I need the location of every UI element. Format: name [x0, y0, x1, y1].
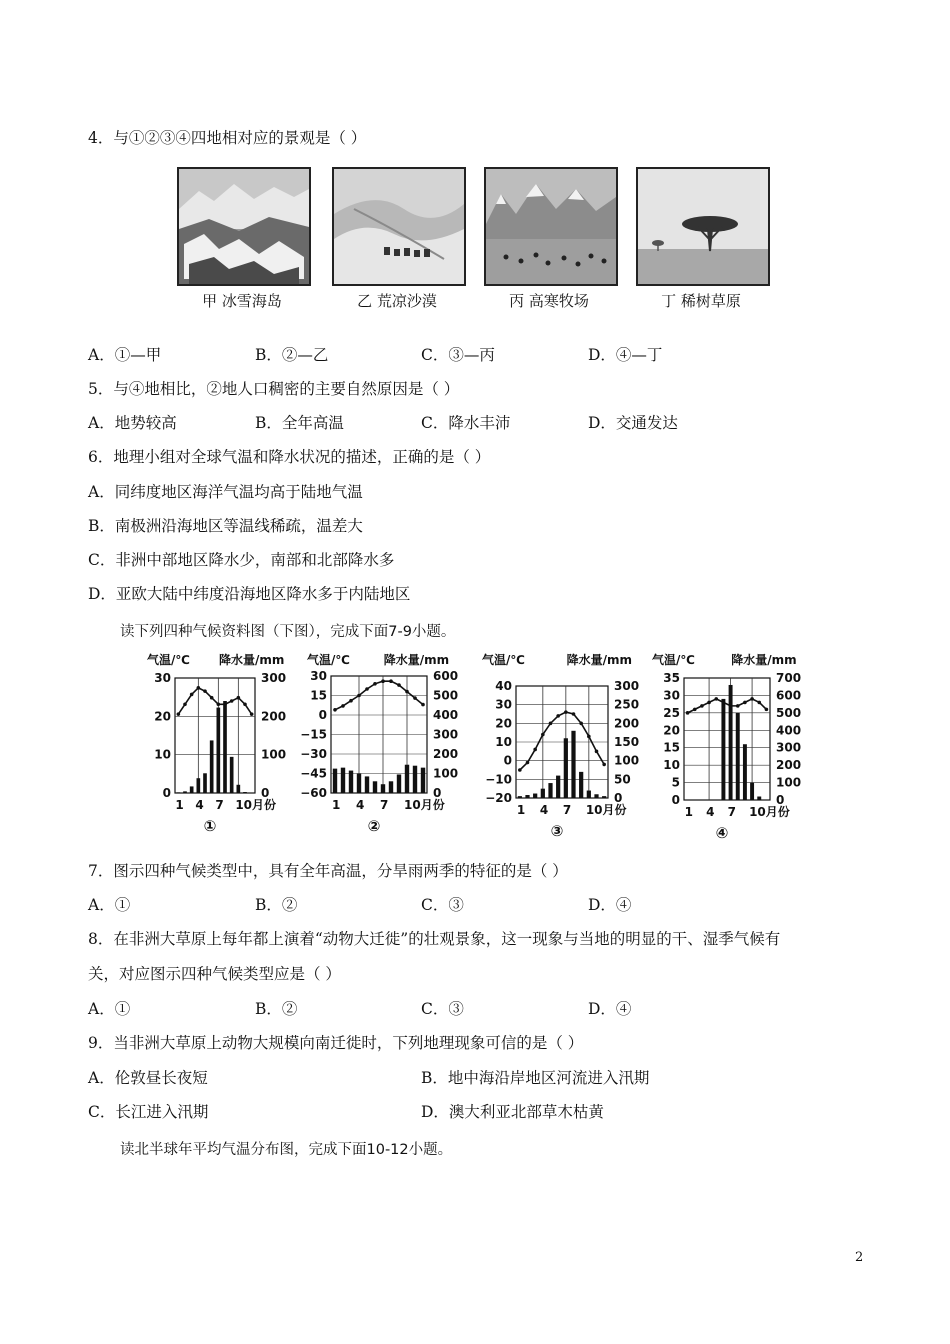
temperature-point: [389, 679, 393, 683]
temperature-point: [223, 702, 227, 706]
month-tick-label: 7: [562, 803, 572, 817]
precip-bar: [237, 785, 241, 793]
temperature-point: [421, 703, 425, 707]
precip-bar: [518, 796, 522, 798]
q9-option-c[interactable]: C．长江进入汛期: [88, 1103, 209, 1121]
month-tick-label: 10月份: [404, 798, 445, 812]
temperature-point: [564, 710, 568, 714]
precip-bar: [389, 781, 393, 793]
temp-tick-label: 20: [495, 716, 512, 731]
q4-option-c[interactable]: C．③—丙: [421, 346, 495, 364]
temp-tick-label: 25: [663, 705, 680, 720]
precip-tick-label: 200: [776, 758, 802, 773]
temp-tick-label: 15: [310, 688, 327, 703]
temperature-point: [587, 735, 591, 739]
temperature-point: [230, 699, 234, 703]
intro-10-12: 读北半球年平均气温分布图，完成下面10-12小题。: [120, 1142, 453, 1158]
temperature-point: [518, 768, 522, 772]
month-tick-label: 1: [516, 803, 526, 817]
chart-title-temp: 气温/℃: [307, 653, 350, 667]
q4-stem: 4．与①②③④四地相对应的景观是（ ）: [88, 129, 367, 147]
temperature-point: [765, 708, 769, 712]
temperature-point: [707, 701, 711, 705]
q8-option-c[interactable]: C．③: [421, 1000, 464, 1018]
month-tick-label: 7: [380, 798, 389, 812]
precip-tick-label: 100: [776, 775, 802, 790]
photo-caption-ding: 丁 稀树草原: [661, 292, 741, 310]
temp-tick-label: 30: [663, 688, 680, 703]
precip-bar: [397, 774, 401, 793]
temp-tick-label: 10: [154, 747, 171, 762]
precip-bar: [743, 744, 747, 800]
temp-tick-label: −15: [300, 727, 327, 742]
temperature-point: [341, 704, 345, 708]
precip-tick-label: 200: [261, 709, 287, 724]
precip-bar: [556, 776, 560, 798]
chart-label: ①: [203, 817, 217, 835]
temperature-point: [686, 711, 690, 715]
photo-caption-yi: 乙 荒凉沙漠: [357, 292, 437, 310]
month-tick-label: 10月份: [585, 803, 627, 817]
precip-tick-label: 100: [433, 766, 459, 781]
q8-option-b[interactable]: B．②: [255, 1000, 298, 1018]
precip-bar: [421, 768, 425, 793]
temperature-point: [750, 697, 754, 701]
q4-option-d[interactable]: D．④—丁: [588, 346, 663, 364]
precip-tick-label: 700: [776, 671, 802, 685]
q8-option-a[interactable]: A．①: [88, 1000, 131, 1018]
month-tick-label: 4: [706, 805, 715, 819]
precip-bar: [757, 797, 761, 800]
temperature-point: [381, 679, 385, 683]
precip-bar: [602, 796, 606, 798]
precip-bar: [579, 772, 583, 798]
page-number: 2: [855, 1250, 864, 1265]
precip-bar: [564, 738, 568, 798]
temp-tick-label: −30: [300, 747, 327, 761]
q8-stem-line1: 8．在非洲大草原上每年都上演着“动物大迁徙”的壮观景象，这一现象与当地的明显的干、湿季气候有: [88, 930, 781, 948]
temp-tick-label: 10: [663, 758, 680, 773]
photo-caption-jia: 甲 冰雪海岛: [202, 292, 282, 310]
month-tick-label: 4: [356, 798, 365, 812]
month-tick-label: 1: [684, 805, 693, 819]
precip-tick-label: 0: [433, 786, 442, 800]
precip-bar: [177, 792, 181, 793]
climate-chart-1: [145, 648, 305, 847]
precip-bar: [587, 791, 591, 798]
precip-bar: [736, 713, 740, 800]
temperature-line: [520, 712, 604, 770]
temp-tick-label: 20: [154, 709, 171, 724]
precip-bar: [197, 778, 201, 793]
precip-bar: [413, 766, 417, 793]
precip-bar: [223, 701, 227, 793]
month-tick-label: 1: [175, 798, 184, 812]
chart-title-precip: 降水量/mm: [566, 653, 633, 667]
precip-bar: [381, 784, 385, 793]
temperature-point: [237, 696, 241, 700]
temp-tick-label: 30: [495, 697, 512, 712]
month-tick-label: 10月份: [235, 798, 277, 812]
temperature-point: [183, 702, 187, 706]
q6-option-c[interactable]: C．非洲中部地区降水少，南部和北部降水多: [88, 551, 395, 569]
month-tick-label: 4: [195, 798, 204, 812]
savanna-photo: [636, 167, 770, 286]
precip-tick-label: 300: [261, 671, 287, 685]
temperature-point: [700, 704, 704, 708]
q7-stem: 7．图示四种气候类型中，具有全年高温，分旱雨两季的特征的是（ ）: [88, 862, 568, 880]
precip-bar: [230, 757, 234, 793]
precip-bar: [548, 783, 552, 798]
precip-bar: [217, 708, 221, 793]
temp-tick-label: 0: [318, 708, 327, 722]
precip-bar: [190, 786, 194, 793]
temp-tick-label: 40: [495, 679, 512, 693]
precip-bar: [333, 769, 337, 793]
climate-chart-2: [300, 648, 470, 847]
precip-bar: [405, 765, 409, 793]
temperature-point: [197, 686, 201, 690]
precip-tick-label: 300: [614, 679, 640, 693]
precip-tick-label: 600: [433, 669, 459, 683]
precip-tick-label: 200: [433, 747, 459, 761]
temperature-point: [357, 694, 361, 698]
temperature-point: [203, 689, 207, 693]
q7-option-b[interactable]: B．②: [255, 896, 298, 914]
q7-option-a[interactable]: A．①: [88, 896, 131, 914]
precip-bar: [729, 685, 733, 800]
precip-bar: [203, 773, 207, 793]
temperature-point: [526, 761, 530, 765]
q5-stem: 5．与④地相比，②地人口稠密的主要自然原因是（ ）: [88, 380, 460, 398]
precip-bar: [357, 774, 361, 794]
q5-option-c[interactable]: C．降水丰沛: [421, 414, 511, 432]
temperature-point: [373, 682, 377, 686]
precip-tick-label: 50: [614, 772, 631, 787]
temp-tick-label: 0: [503, 753, 512, 768]
precip-tick-label: 150: [614, 735, 640, 749]
q5-option-d[interactable]: D．交通发达: [588, 414, 678, 432]
q6-option-a[interactable]: A．同纬度地区海洋气温均高于陆地气温: [88, 483, 363, 501]
chart-label: ②: [367, 817, 381, 835]
temperature-point: [693, 708, 697, 712]
temperature-point: [243, 702, 247, 706]
q7-option-d[interactable]: D．④: [588, 896, 632, 914]
temperature-point: [413, 696, 417, 700]
precip-bar: [243, 792, 247, 793]
chart-title-temp: 气温/℃: [147, 653, 190, 667]
temperature-point: [405, 690, 409, 694]
q5-option-b[interactable]: B．全年高温: [255, 414, 344, 432]
desert-photo: [332, 167, 466, 286]
temp-tick-label: 0: [162, 786, 171, 800]
precip-bar: [721, 699, 725, 800]
temperature-point: [349, 699, 353, 703]
precip-tick-label: 200: [614, 716, 640, 731]
temperature-point: [177, 712, 181, 716]
temperature-point: [365, 687, 369, 691]
precip-tick-label: 0: [261, 786, 270, 800]
precip-tick-label: 250: [614, 697, 640, 712]
chart-label: ④: [715, 824, 729, 842]
q9-stem: 9．当非洲大草原上动物大规模向南迁徙时，下列地理现象可信的是（ ）: [88, 1034, 584, 1052]
temperature-point: [714, 697, 718, 701]
temperature-point: [533, 748, 537, 752]
month-tick-label: 7: [215, 798, 224, 812]
intro-7-9: 读下列四种气候资料图（下图），完成下面7-9小题。: [120, 624, 456, 640]
photo-caption-bing: 丙 高寒牧场: [509, 292, 589, 310]
snow-island-photo: [177, 167, 311, 286]
precip-tick-label: 500: [776, 705, 802, 720]
temp-tick-label: 5: [671, 775, 680, 790]
temperature-point: [595, 750, 599, 754]
q6-option-b[interactable]: B．南极洲沿海地区等温线稀疏，温差大: [88, 517, 363, 535]
q4-option-a[interactable]: A．①—甲: [88, 346, 162, 364]
month-tick-label: 1: [332, 798, 341, 812]
precip-bar: [373, 781, 377, 793]
temperature-point: [549, 722, 553, 726]
chart-title-precip: 降水量/mm: [383, 653, 450, 667]
chart-title-precip: 降水量/mm: [731, 653, 797, 667]
plot-frame: [175, 678, 255, 793]
temp-tick-label: 30: [310, 669, 327, 683]
q9-option-a[interactable]: A．伦敦昼长夜短: [88, 1069, 208, 1087]
climate-chart-4: [650, 648, 815, 847]
temperature-point: [556, 714, 560, 718]
precip-tick-label: 400: [433, 708, 459, 722]
chart-title-precip: 降水量/mm: [219, 653, 285, 667]
precip-tick-label: 100: [261, 747, 287, 762]
temperature-point: [757, 701, 761, 705]
climate-chart-3: [480, 648, 650, 847]
month-tick-label: 7: [727, 805, 736, 819]
temperature-point: [722, 701, 726, 705]
precip-tick-label: 500: [433, 688, 459, 703]
temperature-point: [572, 712, 576, 716]
precip-tick-label: 300: [433, 727, 459, 742]
temp-tick-label: −10: [485, 772, 512, 787]
precip-bar: [525, 795, 529, 798]
q4-option-b[interactable]: B．②—乙: [255, 346, 329, 364]
temperature-point: [729, 704, 733, 708]
temp-tick-label: −45: [300, 766, 327, 781]
month-tick-label: 4: [539, 803, 549, 817]
precip-tick-label: 0: [614, 791, 623, 805]
precip-bar: [571, 731, 575, 798]
q7-option-c[interactable]: C．③: [421, 896, 464, 914]
q5-option-a[interactable]: A．地势较高: [88, 414, 177, 432]
q9-option-d[interactable]: D．澳大利亚北部草木枯黄: [421, 1103, 604, 1121]
plot-frame: [684, 678, 770, 800]
precip-bar: [210, 740, 214, 793]
q8-stem-line2: 关，对应图示四种气候类型应是（ ）: [88, 965, 341, 983]
precip-bar: [365, 776, 369, 793]
temperature-point: [602, 763, 606, 767]
precip-bar: [533, 794, 537, 798]
temperature-line: [688, 699, 767, 713]
month-tick-label: 10月份: [749, 805, 790, 819]
temperature-point: [397, 683, 401, 687]
precip-tick-label: 0: [776, 793, 785, 807]
precip-tick-label: 600: [776, 688, 802, 703]
temp-tick-label: 15: [663, 740, 680, 755]
q6-option-d[interactable]: D．亚欧大陆中纬度沿海地区降水多于内陆地区: [88, 585, 411, 603]
chart-label: ③: [550, 822, 564, 840]
temperature-line: [178, 688, 251, 714]
temp-tick-label: 35: [663, 671, 680, 685]
temperature-point: [190, 693, 194, 697]
precip-bar: [341, 768, 345, 793]
temp-tick-label: 0: [671, 793, 680, 807]
precip-bar: [594, 794, 598, 798]
temp-tick-label: 20: [663, 723, 680, 738]
temperature-point: [250, 712, 254, 716]
temp-tick-label: −20: [485, 791, 512, 805]
precip-tick-label: 400: [776, 723, 802, 738]
temperature-point: [333, 708, 337, 712]
precip-bar: [349, 771, 353, 793]
chart-title-temp: 气温/℃: [652, 653, 695, 667]
q8-option-d[interactable]: D．④: [588, 1000, 632, 1018]
precip-bar: [183, 791, 187, 793]
precip-bar: [541, 789, 545, 798]
temp-tick-label: 30: [154, 671, 171, 685]
q6-stem: 6．地理小组对全球气温和降水状况的描述，正确的是（ ）: [88, 448, 491, 466]
alpine-pasture-photo: [484, 167, 618, 286]
precip-tick-label: 100: [614, 753, 640, 768]
temperature-point: [210, 696, 214, 700]
temperature-point: [541, 733, 545, 737]
q9-option-b[interactable]: B．地中海沿岸地区河流进入汛期: [421, 1069, 650, 1087]
temp-tick-label: 10: [495, 735, 512, 749]
temp-tick-label: −60: [300, 786, 327, 800]
precip-tick-label: 300: [776, 740, 802, 755]
temperature-point: [217, 702, 221, 706]
precip-bar: [750, 783, 754, 800]
temperature-point: [743, 701, 747, 705]
temperature-point: [736, 704, 740, 708]
temperature-point: [579, 722, 583, 726]
chart-title-temp: 气温/℃: [482, 653, 525, 667]
